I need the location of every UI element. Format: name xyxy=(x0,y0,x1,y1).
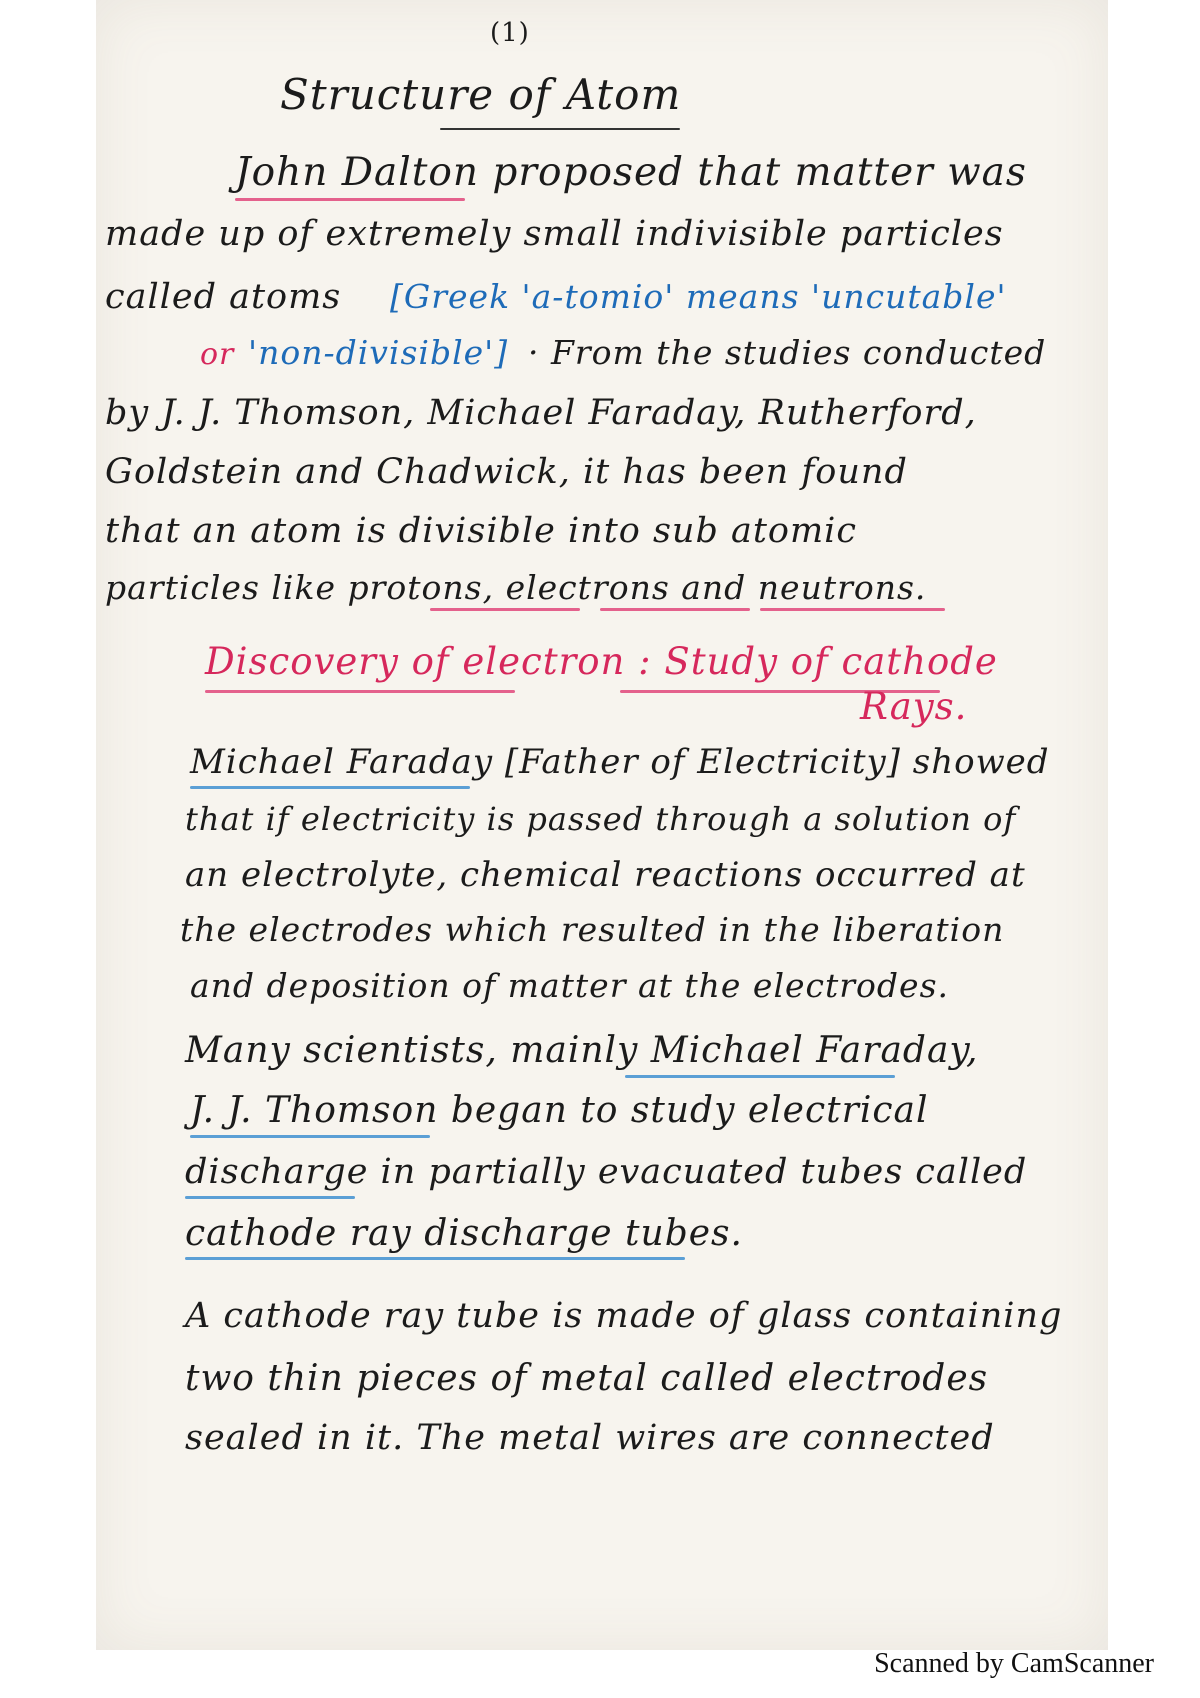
greek-note-part2: 'non-divisible'] xyxy=(248,333,509,372)
paragraph2-line-3: an electrolyte, chemical reactions occurred at xyxy=(185,855,1026,895)
camscanner-watermark: Scanned by CamScanner xyxy=(874,1648,1154,1679)
paragraph2-line-4: the electrodes which resulted in the liberation xyxy=(180,910,1005,949)
faraday-underline-2 xyxy=(625,1075,895,1078)
paragraph1-line-8: particles like protons, electrons and neutrons. xyxy=(105,568,927,607)
page-title: Structure of Atom xyxy=(280,70,682,119)
paragraph1-line-4: · From the studies conducted xyxy=(528,333,1047,372)
paragraph4-line-1: A cathode ray tube is made of glass containing xyxy=(185,1296,1063,1336)
paragraph2-line-2: that if electricity is passed through a solution of xyxy=(185,800,1017,838)
paragraph3-line-2: J. J. Thomson began to study electrical xyxy=(190,1090,929,1131)
paragraph1-line-6: Goldstein and Chadwick, it has been found xyxy=(105,452,908,492)
paragraph1-line-7: that an atom is divisible into sub atomic xyxy=(105,511,857,551)
paragraph1-line-1: John Dalton proposed that matter was xyxy=(235,150,1027,195)
discharge-underline xyxy=(185,1196,355,1199)
michael-faraday-underline xyxy=(190,786,470,789)
paragraph1-line-3: called atoms xyxy=(105,277,342,317)
paragraph2-line-5: and deposition of matter at the electrodes. xyxy=(190,966,949,1005)
neutrons-underline xyxy=(760,608,945,611)
greek-note-part1: [Greek 'a-tomio' means 'uncutable' xyxy=(390,277,1007,316)
title-underline xyxy=(440,128,680,130)
cathode-ray-tubes-underline xyxy=(185,1257,685,1260)
john-dalton-underline xyxy=(235,198,465,201)
electrons-underline xyxy=(600,608,750,611)
protons-underline xyxy=(430,608,580,611)
paragraph3-line-4: cathode ray discharge tubes. xyxy=(185,1213,743,1254)
paragraph4-line-3: sealed in it. The metal wires are connected xyxy=(185,1418,995,1458)
section-heading-line-2: Rays. xyxy=(860,685,968,728)
thomson-underline xyxy=(190,1135,430,1138)
paragraph1-line-2: made up of extremely small indivisible particles xyxy=(105,214,1004,254)
paragraph3-line-1: Many scientists, mainly Michael Faraday, xyxy=(185,1030,979,1071)
page-number: (1) xyxy=(490,18,530,48)
paragraph4-line-2: two thin pieces of metal called electrodes xyxy=(185,1358,989,1399)
paragraph1-or: or xyxy=(200,337,235,372)
paragraph1-line-5: by J. J. Thomson, Michael Faraday, Rutherford, xyxy=(105,393,977,433)
paragraph2-line-1: Michael Faraday [Father of Electricity] showed xyxy=(190,742,1050,782)
paragraph3-line-3: discharge in partially evacuated tubes called xyxy=(185,1152,1028,1192)
section-heading-line-1: Discovery of electron : Study of cathode xyxy=(205,640,998,683)
section-heading-underline-1 xyxy=(205,690,515,693)
